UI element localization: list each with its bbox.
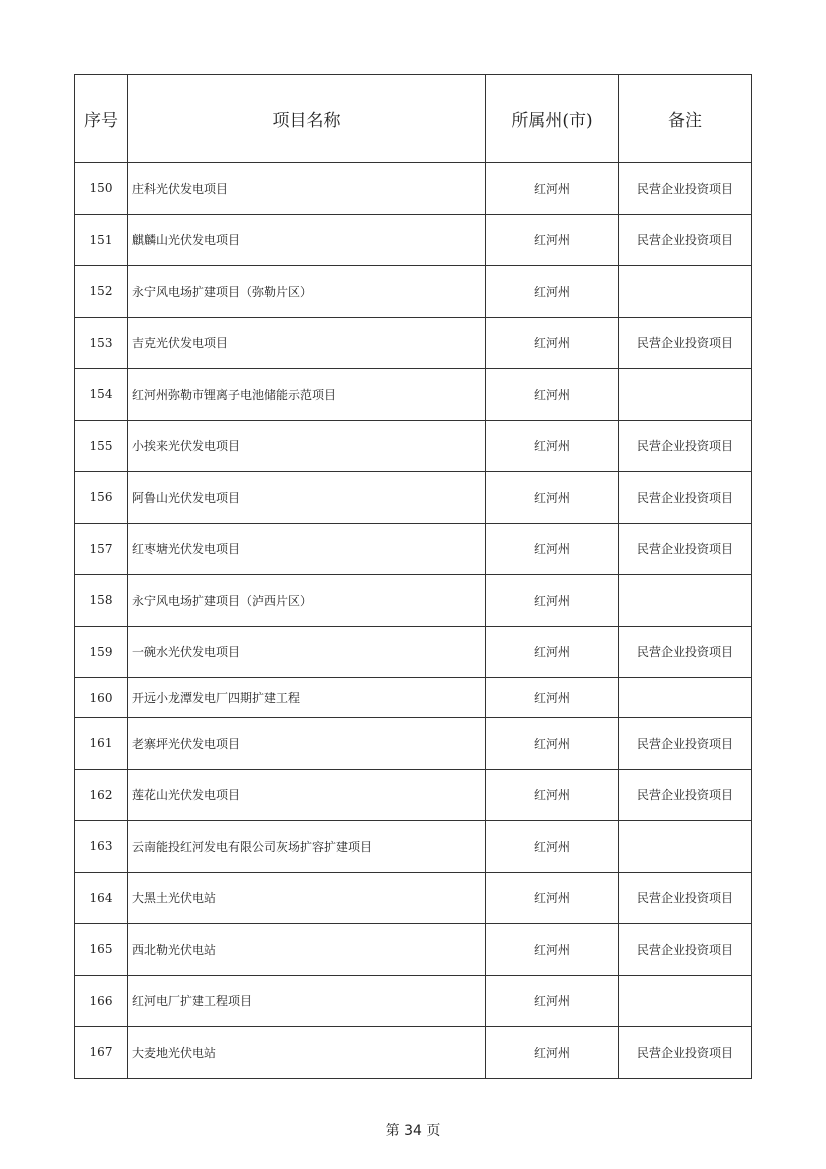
note: 民营企业投资项目	[619, 163, 752, 215]
note	[619, 678, 752, 718]
table-row	[75, 523, 752, 575]
project-name: 开远小龙潭发电厂四期扩建工程	[128, 678, 486, 718]
city-name: 红河州	[486, 317, 619, 369]
table-row	[75, 575, 752, 627]
note: 民营企业投资项目	[619, 769, 752, 821]
city-name: 红河州	[486, 369, 619, 421]
project-name: 老寨坪光伏发电项目	[128, 718, 486, 770]
city-name: 红河州	[486, 575, 619, 627]
table-row	[75, 420, 752, 472]
project-name: 云南能投红河发电有限公司灰场扩容扩建项目	[128, 821, 486, 873]
note: 民营企业投资项目	[619, 924, 752, 976]
note: 民营企业投资项目	[619, 472, 752, 524]
project-name: 阿鲁山光伏发电项目	[128, 472, 486, 524]
project-name: 红河州弥勒市锂离子电池储能示范项目	[128, 369, 486, 421]
project-name: 大麦地光伏电站	[128, 1027, 486, 1079]
row-number: 166	[75, 975, 128, 1027]
project-name: 红河电厂扩建工程项目	[128, 975, 486, 1027]
row-number: 164	[75, 872, 128, 924]
city-name: 红河州	[486, 266, 619, 318]
note	[619, 266, 752, 318]
city-name: 红河州	[486, 872, 619, 924]
project-name: 吉克光伏发电项目	[128, 317, 486, 369]
row-number: 167	[75, 1027, 128, 1079]
table-row	[75, 924, 752, 976]
row-number: 153	[75, 317, 128, 369]
project-name: 一碗水光伏发电项目	[128, 626, 486, 678]
table-row	[75, 975, 752, 1027]
table-row	[75, 317, 752, 369]
table-row	[75, 369, 752, 421]
city-name: 红河州	[486, 678, 619, 718]
note: 民营企业投资项目	[619, 214, 752, 266]
city-name: 红河州	[486, 821, 619, 873]
city-name: 红河州	[486, 1027, 619, 1079]
page-number: 第 34 页	[385, 1123, 441, 1139]
project-name: 大黑土光伏电站	[128, 872, 486, 924]
project-name: 永宁风电场扩建项目（弥勒片区）	[128, 266, 486, 318]
note: 民营企业投资项目	[619, 523, 752, 575]
table-row	[75, 678, 752, 718]
table-row	[75, 769, 752, 821]
city-name: 红河州	[486, 214, 619, 266]
note: 民营企业投资项目	[619, 626, 752, 678]
city-name: 红河州	[486, 718, 619, 770]
row-number: 156	[75, 472, 128, 524]
project-name: 莲花山光伏发电项目	[128, 769, 486, 821]
table-row	[75, 1027, 752, 1079]
note: 民营企业投资项目	[619, 718, 752, 770]
table-row	[75, 821, 752, 873]
table-row	[75, 266, 752, 318]
project-name: 庄科光伏发电项目	[128, 163, 486, 215]
row-number: 160	[75, 678, 128, 718]
row-number: 161	[75, 718, 128, 770]
row-number: 150	[75, 163, 128, 215]
row-number: 151	[75, 214, 128, 266]
table-row	[75, 472, 752, 524]
table-row	[75, 163, 752, 215]
project-name: 永宁风电场扩建项目（泸西片区）	[128, 575, 486, 627]
row-number: 159	[75, 626, 128, 678]
row-number: 163	[75, 821, 128, 873]
row-number: 152	[75, 266, 128, 318]
note	[619, 575, 752, 627]
row-number: 158	[75, 575, 128, 627]
city-name: 红河州	[486, 420, 619, 472]
project-name: 麒麟山光伏发电项目	[128, 214, 486, 266]
city-name: 红河州	[486, 769, 619, 821]
header-name: 项目名称	[128, 75, 486, 163]
table-row	[75, 718, 752, 770]
table-row	[75, 872, 752, 924]
city-name: 红河州	[486, 626, 619, 678]
note	[619, 975, 752, 1027]
note	[619, 369, 752, 421]
header-city: 所属州(市)	[486, 75, 619, 163]
note: 民营企业投资项目	[619, 872, 752, 924]
project-name: 红枣塘光伏发电项目	[128, 523, 486, 575]
note	[619, 821, 752, 873]
city-name: 红河州	[486, 472, 619, 524]
city-name: 红河州	[486, 163, 619, 215]
row-number: 157	[75, 523, 128, 575]
note: 民营企业投资项目	[619, 1027, 752, 1079]
row-number: 165	[75, 924, 128, 976]
header-no: 序号	[75, 75, 128, 163]
project-name: 西北勒光伏电站	[128, 924, 486, 976]
note: 民营企业投资项目	[619, 420, 752, 472]
row-number: 162	[75, 769, 128, 821]
city-name: 红河州	[486, 924, 619, 976]
row-number: 155	[75, 420, 128, 472]
city-name: 红河州	[486, 975, 619, 1027]
table-row	[75, 626, 752, 678]
header-note: 备注	[619, 75, 752, 163]
note: 民营企业投资项目	[619, 317, 752, 369]
row-number: 154	[75, 369, 128, 421]
city-name: 红河州	[486, 523, 619, 575]
project-table	[74, 74, 752, 1079]
header-row	[75, 75, 752, 163]
table-row	[75, 214, 752, 266]
project-name: 小挨来光伏发电项目	[128, 420, 486, 472]
